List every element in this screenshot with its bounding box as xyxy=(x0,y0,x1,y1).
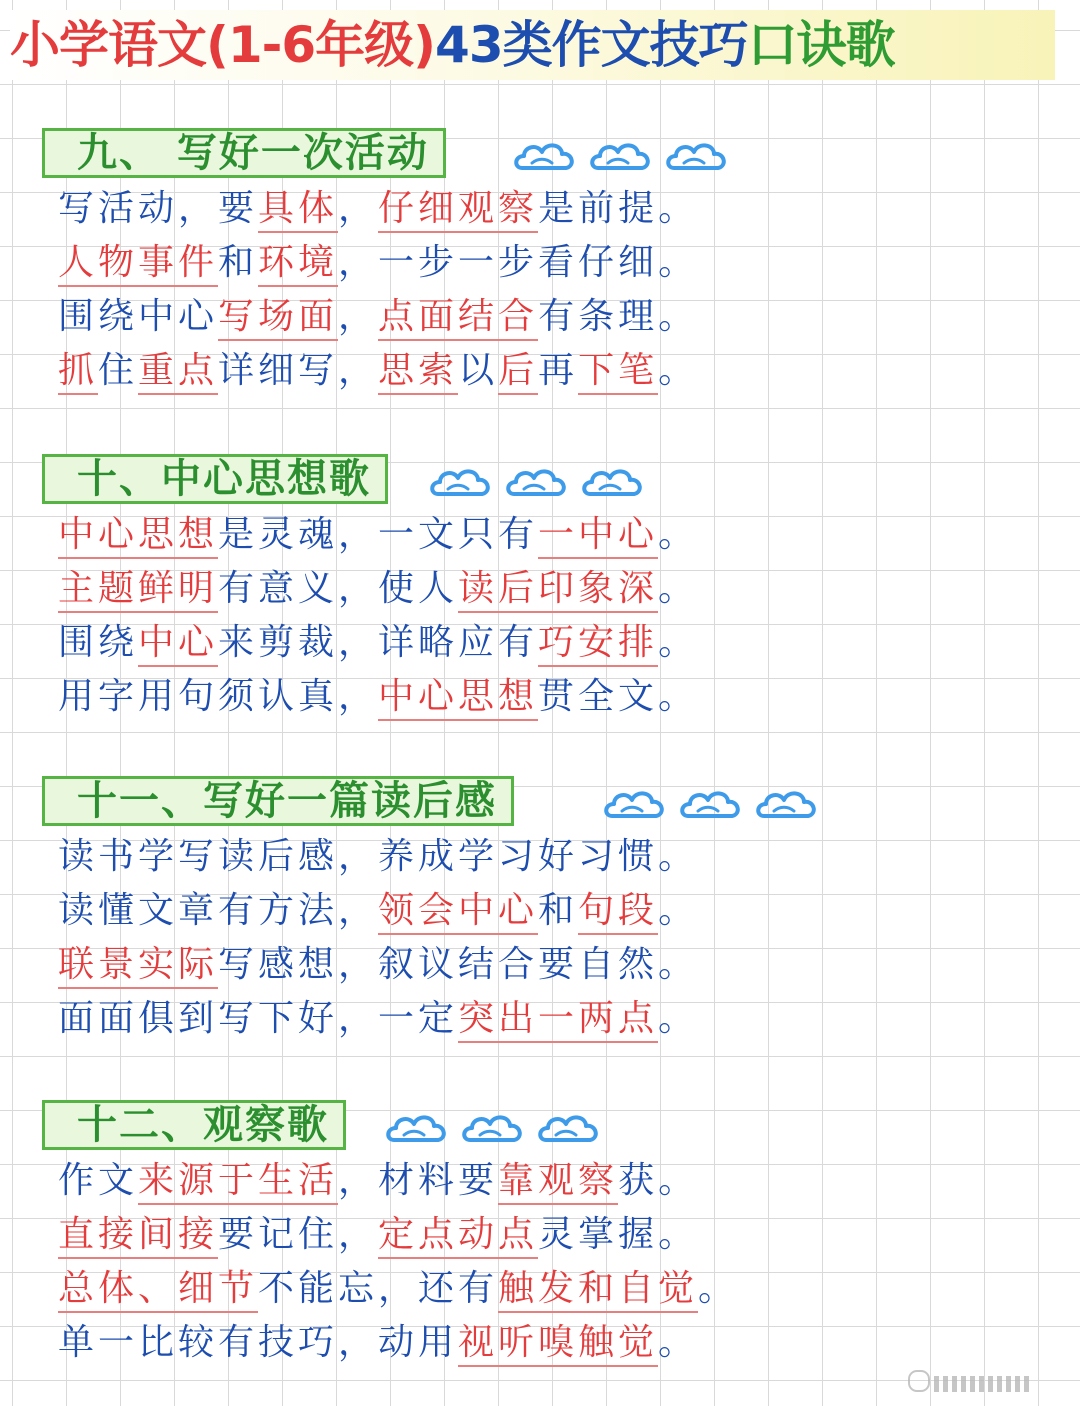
highlight-phrase: 触发和自觉 xyxy=(498,1267,698,1313)
highlight-phrase: 中心思想 xyxy=(378,675,538,721)
verse-text: 获 xyxy=(618,1160,659,1201)
verse-text: 。 xyxy=(658,1214,699,1255)
verse-text: 是灵魂，一文只有 xyxy=(218,514,539,555)
verse-text: 灵掌握 xyxy=(538,1214,659,1255)
verse-text: 围绕中心 xyxy=(58,296,219,337)
highlight-phrase: 突出一两点 xyxy=(458,997,658,1043)
section-heading: 十一、写好一篇读后感 xyxy=(42,776,514,826)
cloud-icon xyxy=(460,1108,526,1148)
verse-text: 。 xyxy=(658,242,699,283)
verse-text: 和 xyxy=(218,242,259,283)
cloud-icon xyxy=(580,462,646,502)
verse-text: ，一步一步看仔细 xyxy=(338,242,659,283)
verse-line xyxy=(58,510,698,564)
highlight-phrase: 具体 xyxy=(258,187,338,233)
verse-line xyxy=(58,618,698,672)
verse-text: 。 xyxy=(658,514,699,555)
verse-text: 和 xyxy=(538,890,579,931)
highlight-phrase: 思索 xyxy=(378,349,458,395)
page-title xyxy=(10,10,1055,80)
verse-line xyxy=(58,184,698,238)
highlight-phrase: 人物事件 xyxy=(58,241,218,287)
highlight-phrase: 一中心 xyxy=(538,513,658,559)
verse-text: 。 xyxy=(658,188,699,229)
verse-line xyxy=(58,1156,698,1210)
verse-text: 。 xyxy=(658,296,699,337)
verse-text: 写活动，要 xyxy=(58,188,259,229)
verse-text: 不能忘，还有 xyxy=(258,1268,499,1309)
highlight-phrase: 写场面 xyxy=(218,295,338,341)
verse-text: 单一比较有技巧，动用 xyxy=(58,1322,459,1363)
cloud-icon xyxy=(384,1108,450,1148)
highlight-phrase: 重点 xyxy=(138,349,218,395)
cloud-decoration xyxy=(602,784,830,824)
verse-text: 。 xyxy=(658,836,699,877)
verse-text: 。 xyxy=(658,568,699,609)
verse-text: 。 xyxy=(658,676,699,717)
cloud-icon xyxy=(602,784,668,824)
verse-line xyxy=(58,564,698,618)
cloud-decoration xyxy=(512,136,740,176)
verse-text: 面面俱到写下好，一定 xyxy=(58,998,459,1039)
verse-text: 。 xyxy=(658,1160,699,1201)
verse-text: 有条理 xyxy=(538,296,659,337)
cloud-icon xyxy=(428,462,494,502)
highlight-phrase: 中心思想 xyxy=(58,513,218,559)
cloud-icon xyxy=(512,136,578,176)
verse-text: ， xyxy=(338,188,379,229)
highlight-phrase: 直接间接 xyxy=(58,1213,218,1259)
verse-text: 以 xyxy=(458,350,499,391)
cloud-decoration xyxy=(428,462,656,502)
verse-text: 读懂文章有方法， xyxy=(58,890,379,931)
highlight-phrase: 定点动点 xyxy=(378,1213,538,1259)
verse-line xyxy=(58,1210,698,1264)
section-heading: 十、中心思想歌 xyxy=(42,454,388,504)
highlight-phrase: 仔细观察 xyxy=(378,187,538,233)
cloud-icon xyxy=(678,784,744,824)
highlight-phrase: 主题鲜明 xyxy=(58,567,218,613)
title-part-grade: 小学语文(1-6年级) xyxy=(10,16,436,74)
highlight-phrase: 后 xyxy=(498,349,538,395)
verse-text: 。 xyxy=(658,350,699,391)
title-part-rhyme: 口诀歌 xyxy=(747,16,895,74)
verse-text: 读书学写读后感，养成学习好习惯 xyxy=(58,836,659,877)
verse-text: 用字用句须认真， xyxy=(58,676,379,717)
verse-text: 再 xyxy=(538,350,579,391)
verse-text: 。 xyxy=(658,944,699,985)
verse-line xyxy=(58,238,698,292)
highlight-phrase: 环境 xyxy=(258,241,338,287)
verse-text: 要记住， xyxy=(218,1214,379,1255)
verse-line xyxy=(58,832,698,886)
verse-text: 。 xyxy=(658,890,699,931)
highlight-phrase: 领会中心 xyxy=(378,889,538,935)
verse-line xyxy=(58,1264,738,1318)
highlight-phrase: 读后印象深 xyxy=(458,567,658,613)
cloud-decoration xyxy=(384,1108,612,1148)
verse-line xyxy=(58,940,698,994)
section-heading: 十二、观察歌 xyxy=(42,1100,346,1150)
verse-text: 围绕 xyxy=(58,622,139,663)
highlight-phrase: 总体、细节 xyxy=(58,1267,258,1313)
highlight-phrase: 句段 xyxy=(578,889,658,935)
highlight-phrase: 下笔 xyxy=(578,349,658,395)
highlight-phrase: 联景实际 xyxy=(58,943,218,989)
verse-text: 。 xyxy=(658,1322,699,1363)
cloud-icon xyxy=(588,136,654,176)
verse-text: ，材料要 xyxy=(338,1160,499,1201)
highlight-phrase: 中心 xyxy=(138,621,218,667)
highlight-phrase: 靠观察 xyxy=(498,1159,618,1205)
verse-line xyxy=(58,994,698,1048)
highlight-phrase: 抓 xyxy=(58,349,98,395)
verse-text: 是前提 xyxy=(538,188,659,229)
verse-text: 详细写， xyxy=(218,350,379,391)
verse-text: 。 xyxy=(658,622,699,663)
verse-line xyxy=(58,1318,698,1372)
cloud-icon xyxy=(536,1108,602,1148)
verse-text: ， xyxy=(338,296,379,337)
verse-text: 。 xyxy=(658,998,699,1039)
verse-line xyxy=(58,292,698,346)
verse-line xyxy=(58,346,698,400)
cloud-icon xyxy=(504,462,570,502)
section-heading: 九、 写好一次活动 xyxy=(42,128,446,178)
verse-line xyxy=(58,886,698,940)
verse-text: 。 xyxy=(698,1268,739,1309)
verse-text: 来剪裁，详略应有 xyxy=(218,622,539,663)
verse-text: 有意义，使人 xyxy=(218,568,459,609)
cloud-icon xyxy=(754,784,820,824)
title-part-skills: 43类作文技巧 xyxy=(435,16,748,74)
watermark-icon xyxy=(908,1372,1058,1392)
highlight-phrase: 巧安排 xyxy=(538,621,658,667)
verse-text: 写感想，叙议结合要自然 xyxy=(218,944,659,985)
verse-text: 作文 xyxy=(58,1160,139,1201)
cloud-icon xyxy=(664,136,730,176)
verse-line xyxy=(58,672,698,726)
verse-text: 贯全文 xyxy=(538,676,659,717)
highlight-phrase: 来源于生活 xyxy=(138,1159,338,1205)
highlight-phrase: 视听嗅触觉 xyxy=(458,1321,658,1367)
verse-text: 住 xyxy=(98,350,139,391)
highlight-phrase: 点面结合 xyxy=(378,295,538,341)
